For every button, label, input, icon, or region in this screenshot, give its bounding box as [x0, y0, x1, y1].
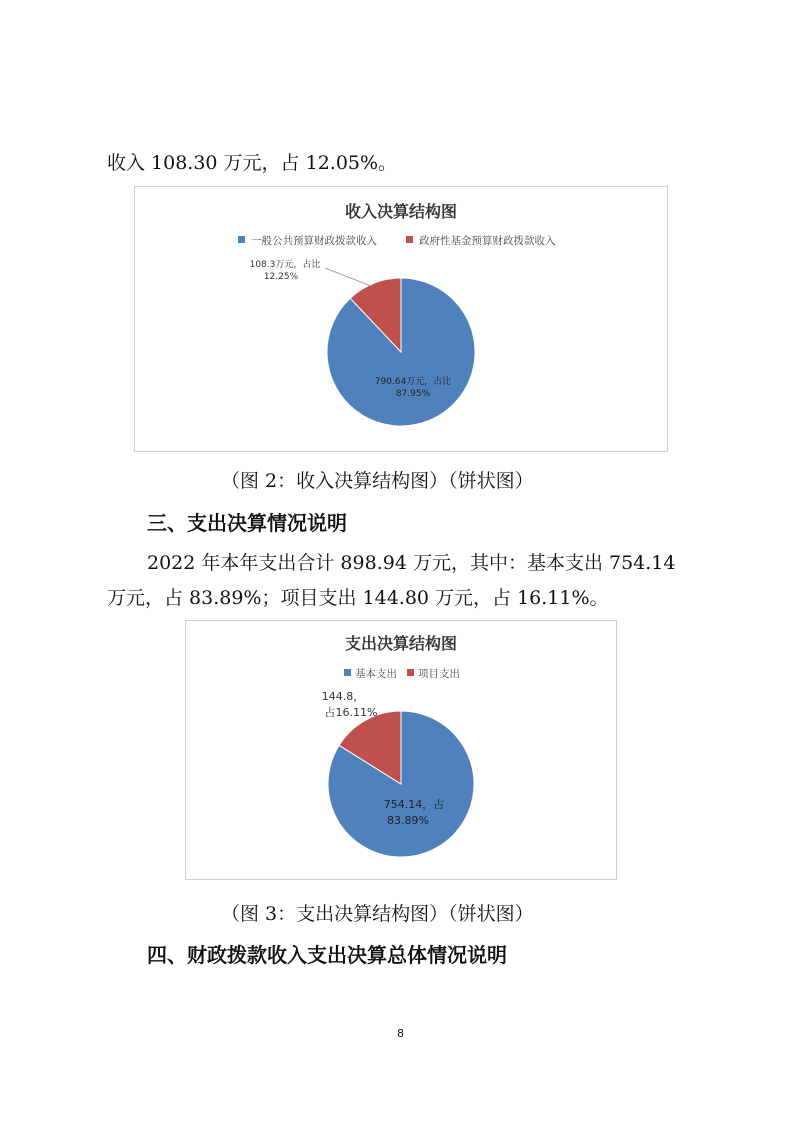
income-structure-chart: [134, 186, 668, 452]
figure-2-caption: （图 2：收入决算结构图）（饼状图）: [221, 470, 534, 492]
pie-slices: [328, 711, 474, 857]
data-label-0-line1: 790.64万元，占比: [374, 377, 452, 387]
data-label-1-line2: 12.25%: [263, 272, 299, 282]
chart-title: 收入决算结构图: [344, 202, 458, 221]
legend-label-1: 项目支出: [418, 668, 460, 680]
data-label-1-line1: 144.8，: [321, 690, 365, 703]
data-label-1-line2: 占16.11%: [324, 706, 378, 719]
expense-structure-chart: [185, 620, 617, 880]
figure-3-caption: （图 3：支出决算结构图）（饼状图）: [221, 903, 534, 925]
paragraph-expense-line2: 万元，占 83.89%；项目支出 144.80 万元，占 16.11%。: [107, 587, 609, 609]
section-4-heading: 四、财政拨款收入支出决算总体情况说明: [147, 943, 507, 967]
data-label-0-line2: 87.95%: [395, 389, 431, 399]
leader-line: [325, 268, 371, 286]
pie-slices: [327, 278, 475, 426]
section-3-heading: 三、支出决算情况说明: [147, 511, 347, 535]
data-label-0-line1: 754.14，占: [383, 798, 445, 811]
legend-label-1: 政府性基金预算财政拨款收入: [419, 235, 556, 247]
legend-label-0: 基本支出: [355, 668, 397, 680]
chart-title: 支出决算结构图: [344, 634, 458, 653]
page-number: 8: [397, 1027, 404, 1040]
paragraph-income-tail: 收入 108.30 万元，占 12.05%。: [107, 152, 398, 174]
expense-pie-svg: [186, 621, 616, 879]
data-label-1-line1: 108.3万元，占比: [249, 260, 321, 270]
legend-swatch-0: [238, 236, 245, 243]
legend-swatch-0: [344, 669, 351, 676]
income-pie-svg: [135, 187, 667, 451]
data-label-0-line2: 83.89%: [387, 814, 429, 827]
legend-label-0: 一般公共预算财政拨款收入: [251, 235, 377, 247]
legend-swatch-1: [407, 669, 414, 676]
legend-swatch-1: [406, 236, 413, 243]
paragraph-expense-line1: 2022 年本年支出合计 898.94 万元，其中：基本支出 754.14: [147, 552, 676, 574]
